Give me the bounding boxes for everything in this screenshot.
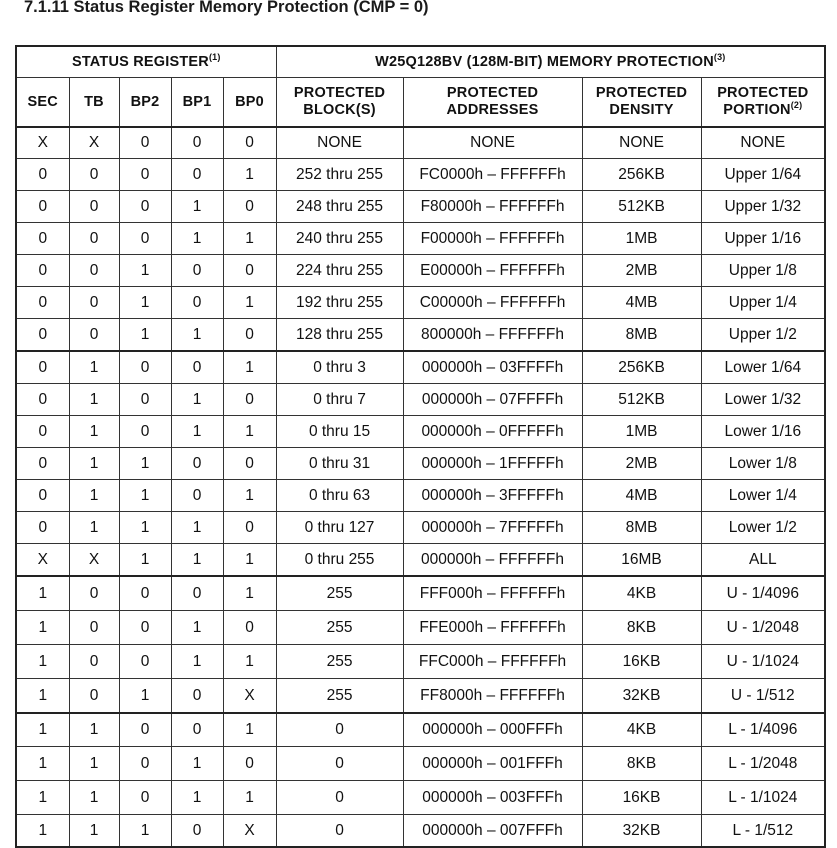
cell-tb: 1	[69, 747, 119, 781]
cell-sec: 1	[16, 576, 69, 611]
cell-bp0: 0	[223, 127, 276, 159]
cell-bp2: 0	[119, 781, 171, 815]
cell-addresses: 000000h – 001FFFh	[403, 747, 582, 781]
table-row	[16, 384, 825, 416]
cell-density: NONE	[582, 127, 701, 159]
cell-bp1: 0	[171, 159, 223, 191]
cell-density: 4KB	[582, 576, 701, 611]
cell-blocks: 0 thru 15	[276, 416, 403, 448]
cell-tb: 1	[69, 384, 119, 416]
cell-sec: 1	[16, 747, 69, 781]
cell-addresses: FFF000h – FFFFFFh	[403, 576, 582, 611]
cell-bp2: 0	[119, 191, 171, 223]
cell-tb: 0	[69, 255, 119, 287]
column-header-protected-addresses: PROTECTED ADDRESSES	[403, 78, 582, 128]
cell-addresses: 000000h – 000FFFh	[403, 713, 582, 747]
cell-portion: Upper 1/4	[701, 287, 825, 319]
cell-bp0: 1	[223, 781, 276, 815]
cell-sec: 1	[16, 713, 69, 747]
cell-tb: 0	[69, 576, 119, 611]
cell-bp0: X	[223, 815, 276, 848]
cell-bp1: 0	[171, 127, 223, 159]
cell-tb: X	[69, 127, 119, 159]
cell-density: 8MB	[582, 319, 701, 352]
cell-tb: 0	[69, 223, 119, 255]
cell-tb: 1	[69, 815, 119, 848]
cell-portion: U - 1/1024	[701, 645, 825, 679]
cell-portion: L - 1/512	[701, 815, 825, 848]
cell-bp1: 1	[171, 223, 223, 255]
cell-blocks: 252 thru 255	[276, 159, 403, 191]
cell-bp0: X	[223, 679, 276, 714]
cell-addresses: 800000h – FFFFFFh	[403, 319, 582, 352]
cell-bp2: 0	[119, 645, 171, 679]
cell-portion: ALL	[701, 544, 825, 577]
cell-blocks: 0 thru 31	[276, 448, 403, 480]
cell-bp2: 0	[119, 611, 171, 645]
table-row	[16, 679, 825, 714]
cell-bp0: 1	[223, 287, 276, 319]
table-row	[16, 159, 825, 191]
table-row	[16, 544, 825, 577]
cell-bp0: 1	[223, 159, 276, 191]
cell-bp1: 1	[171, 416, 223, 448]
cell-blocks: NONE	[276, 127, 403, 159]
cell-bp0: 1	[223, 416, 276, 448]
cell-density: 4MB	[582, 480, 701, 512]
cell-bp1: 1	[171, 512, 223, 544]
cell-tb: 1	[69, 480, 119, 512]
cell-sec: 1	[16, 815, 69, 848]
cell-sec: X	[16, 544, 69, 577]
cell-blocks: 192 thru 255	[276, 287, 403, 319]
cell-tb: 0	[69, 287, 119, 319]
cell-tb: 0	[69, 645, 119, 679]
cell-sec: 0	[16, 223, 69, 255]
column-header-protected-blocks: PROTECTED BLOCK(S)	[276, 78, 403, 128]
cell-sec: 0	[16, 416, 69, 448]
table-row	[16, 223, 825, 255]
cell-blocks: 0	[276, 713, 403, 747]
cell-bp0: 0	[223, 512, 276, 544]
cell-bp2: 1	[119, 512, 171, 544]
cell-blocks: 0 thru 127	[276, 512, 403, 544]
cell-tb: 0	[69, 191, 119, 223]
cell-sec: 0	[16, 448, 69, 480]
cell-bp0: 0	[223, 747, 276, 781]
cell-bp2: 0	[119, 747, 171, 781]
table-row	[16, 713, 825, 747]
cell-tb: 1	[69, 512, 119, 544]
cell-density: 256KB	[582, 159, 701, 191]
column-header-bp2: BP2	[119, 78, 171, 128]
cell-addresses: FFE000h – FFFFFFh	[403, 611, 582, 645]
cell-bp0: 1	[223, 351, 276, 384]
cell-bp2: 1	[119, 255, 171, 287]
cell-tb: 1	[69, 781, 119, 815]
cell-bp2: 1	[119, 448, 171, 480]
cell-bp2: 0	[119, 384, 171, 416]
cell-bp2: 0	[119, 159, 171, 191]
cell-addresses: F80000h – FFFFFFh	[403, 191, 582, 223]
cell-portion: Upper 1/8	[701, 255, 825, 287]
cell-sec: 0	[16, 255, 69, 287]
cell-bp0: 1	[223, 223, 276, 255]
cell-bp1: 1	[171, 611, 223, 645]
cell-bp0: 0	[223, 255, 276, 287]
table-row	[16, 480, 825, 512]
cell-sec: 1	[16, 611, 69, 645]
cell-sec: 0	[16, 351, 69, 384]
status-register-group-header: STATUS REGISTER$^{(1)}$	[16, 46, 276, 78]
cell-bp0: 0	[223, 611, 276, 645]
cell-addresses: FF8000h – FFFFFFh	[403, 679, 582, 714]
cell-portion: Lower 1/8	[701, 448, 825, 480]
cell-sec: 0	[16, 512, 69, 544]
cell-bp1: 1	[171, 544, 223, 577]
cell-density: 1MB	[582, 416, 701, 448]
cell-density: 16KB	[582, 645, 701, 679]
cell-addresses: 000000h – 3FFFFFh	[403, 480, 582, 512]
cell-portion: Upper 1/32	[701, 191, 825, 223]
column-header-tb: TB	[69, 78, 119, 128]
table-row	[16, 576, 825, 611]
table-row	[16, 287, 825, 319]
cell-bp0: 1	[223, 544, 276, 577]
memory-protection-group-header: W25Q128BV (128M-BIT) MEMORY PROTECTION$^{(3)}$	[276, 46, 825, 78]
cell-sec: 0	[16, 480, 69, 512]
cell-tb: 1	[69, 713, 119, 747]
table-column-header-row	[16, 78, 825, 128]
cell-tb: 0	[69, 319, 119, 352]
cell-blocks: 0 thru 7	[276, 384, 403, 416]
table-row	[16, 815, 825, 848]
cell-bp0: 1	[223, 576, 276, 611]
table-group-header-row	[16, 46, 825, 78]
column-header-sec: SEC	[16, 78, 69, 128]
table-row	[16, 611, 825, 645]
cell-addresses: 000000h – 07FFFFh	[403, 384, 582, 416]
cell-portion: Upper 1/16	[701, 223, 825, 255]
cell-sec: 0	[16, 384, 69, 416]
cell-density: 256KB	[582, 351, 701, 384]
cell-bp1: 0	[171, 576, 223, 611]
cell-bp0: 1	[223, 713, 276, 747]
cell-bp2: 0	[119, 713, 171, 747]
table-row	[16, 512, 825, 544]
cell-density: 16MB	[582, 544, 701, 577]
cell-bp2: 0	[119, 576, 171, 611]
cell-portion: L - 1/2048	[701, 747, 825, 781]
cell-bp2: 0	[119, 223, 171, 255]
table-row	[16, 191, 825, 223]
cell-blocks: 255	[276, 611, 403, 645]
cell-bp0: 0	[223, 448, 276, 480]
cell-tb: 0	[69, 679, 119, 714]
section-title: 7.1.11 Status Register Memory Protection (CMP = 0)	[24, 0, 429, 16]
cell-blocks: 0 thru 255	[276, 544, 403, 577]
cell-bp0: 0	[223, 191, 276, 223]
table-row	[16, 781, 825, 815]
cell-addresses: 000000h – 0FFFFFh	[403, 416, 582, 448]
table-row	[16, 416, 825, 448]
footnote-2-marker: (2)	[790, 100, 803, 111]
cell-density: 16KB	[582, 781, 701, 815]
cell-portion: U - 1/512	[701, 679, 825, 714]
cell-addresses: 000000h – 1FFFFFh	[403, 448, 582, 480]
cell-blocks: 128 thru 255	[276, 319, 403, 352]
column-header-bp1: BP1	[171, 78, 223, 128]
cell-sec: 1	[16, 645, 69, 679]
footnote-3-marker: (3)	[713, 52, 726, 63]
cell-bp1: 0	[171, 287, 223, 319]
cell-tb: 1	[69, 416, 119, 448]
cell-bp1: 1	[171, 384, 223, 416]
cell-bp1: 1	[171, 747, 223, 781]
cell-blocks: 0 thru 3	[276, 351, 403, 384]
cell-bp0: 0	[223, 384, 276, 416]
cell-blocks: 0	[276, 815, 403, 848]
cell-blocks: 255	[276, 679, 403, 714]
cell-sec: 1	[16, 679, 69, 714]
cell-blocks: 0	[276, 781, 403, 815]
cell-addresses: F00000h – FFFFFFh	[403, 223, 582, 255]
cell-tb: 1	[69, 448, 119, 480]
cell-bp2: 1	[119, 480, 171, 512]
cell-portion: Lower 1/64	[701, 351, 825, 384]
table-row	[16, 747, 825, 781]
cell-density: 2MB	[582, 448, 701, 480]
cell-tb: 1	[69, 351, 119, 384]
cell-addresses: E00000h – FFFFFFh	[403, 255, 582, 287]
cell-bp1: 0	[171, 713, 223, 747]
memory-protection-table	[15, 45, 826, 848]
cell-portion: L - 1/1024	[701, 781, 825, 815]
table-row	[16, 645, 825, 679]
cell-bp0: 1	[223, 645, 276, 679]
cell-density: 1MB	[582, 223, 701, 255]
cell-addresses: FC0000h – FFFFFFh	[403, 159, 582, 191]
cell-addresses: 000000h – 007FFFh	[403, 815, 582, 848]
cell-portion: Lower 1/32	[701, 384, 825, 416]
cell-blocks: 240 thru 255	[276, 223, 403, 255]
cell-blocks: 224 thru 255	[276, 255, 403, 287]
cell-bp2: 1	[119, 319, 171, 352]
table-row	[16, 127, 825, 159]
cell-bp1: 1	[171, 319, 223, 352]
cell-bp2: 1	[119, 287, 171, 319]
cell-sec: 0	[16, 191, 69, 223]
cell-portion: Lower 1/4	[701, 480, 825, 512]
cell-bp2: 0	[119, 351, 171, 384]
cell-portion: Lower 1/16	[701, 416, 825, 448]
cell-portion: NONE	[701, 127, 825, 159]
cell-addresses: 000000h – FFFFFFh	[403, 544, 582, 577]
cell-bp1: 1	[171, 191, 223, 223]
cell-tb: 0	[69, 611, 119, 645]
cell-tb: X	[69, 544, 119, 577]
cell-bp0: 0	[223, 319, 276, 352]
cell-portion: U - 1/2048	[701, 611, 825, 645]
cell-bp2: 1	[119, 544, 171, 577]
cell-addresses: 000000h – 03FFFFh	[403, 351, 582, 384]
column-header-bp0: BP0	[223, 78, 276, 128]
cell-blocks: 248 thru 255	[276, 191, 403, 223]
cell-bp2: 1	[119, 679, 171, 714]
cell-bp1: 0	[171, 480, 223, 512]
cell-addresses: C00000h – FFFFFFh	[403, 287, 582, 319]
cell-density: 512KB	[582, 384, 701, 416]
cell-addresses: 000000h – 003FFFh	[403, 781, 582, 815]
column-header-protected-portion: PROTECTED PORTION$^{(2)}$	[701, 78, 825, 128]
cell-portion: Upper 1/2	[701, 319, 825, 352]
cell-bp1: 1	[171, 781, 223, 815]
cell-addresses: NONE	[403, 127, 582, 159]
cell-bp1: 0	[171, 351, 223, 384]
cell-tb: 0	[69, 159, 119, 191]
cell-density: 8MB	[582, 512, 701, 544]
cell-density: 8KB	[582, 611, 701, 645]
cell-blocks: 0 thru 63	[276, 480, 403, 512]
cell-bp1: 0	[171, 448, 223, 480]
cell-blocks: 0	[276, 747, 403, 781]
cell-portion: Upper 1/64	[701, 159, 825, 191]
cell-portion: Lower 1/2	[701, 512, 825, 544]
footnote-1-marker: (1)	[208, 52, 221, 63]
table-row	[16, 351, 825, 384]
cell-density: 512KB	[582, 191, 701, 223]
cell-addresses: FFC000h – FFFFFFh	[403, 645, 582, 679]
cell-sec: 0	[16, 319, 69, 352]
cell-blocks: 255	[276, 645, 403, 679]
cell-density: 2MB	[582, 255, 701, 287]
cell-density: 4KB	[582, 713, 701, 747]
cell-portion: U - 1/4096	[701, 576, 825, 611]
cell-addresses: 000000h – 7FFFFFh	[403, 512, 582, 544]
cell-bp2: 1	[119, 815, 171, 848]
column-header-protected-density: PROTECTED DENSITY	[582, 78, 701, 128]
cell-bp2: 0	[119, 127, 171, 159]
cell-portion: L - 1/4096	[701, 713, 825, 747]
cell-bp2: 0	[119, 416, 171, 448]
cell-sec: X	[16, 127, 69, 159]
cell-sec: 0	[16, 287, 69, 319]
table-row	[16, 255, 825, 287]
table-row	[16, 319, 825, 352]
table-row	[16, 448, 825, 480]
cell-bp0: 1	[223, 480, 276, 512]
cell-density: 8KB	[582, 747, 701, 781]
cell-bp1: 0	[171, 815, 223, 848]
cell-sec: 1	[16, 781, 69, 815]
cell-density: 4MB	[582, 287, 701, 319]
cell-blocks: 255	[276, 576, 403, 611]
cell-density: 32KB	[582, 815, 701, 848]
cell-bp1: 0	[171, 679, 223, 714]
cell-density: 32KB	[582, 679, 701, 714]
cell-bp1: 0	[171, 255, 223, 287]
cell-sec: 0	[16, 159, 69, 191]
cell-bp1: 1	[171, 645, 223, 679]
